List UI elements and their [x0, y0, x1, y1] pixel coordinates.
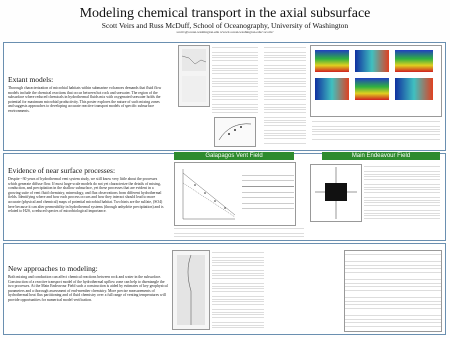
approaches-questions [344, 250, 442, 332]
poster-authors: Scott Veirs and Russ McDuff, School of Oceanography, University of Washington [101, 21, 349, 30]
extant-models-text: Thorough characterization of microbial habitats within submarine volcanoes demands that fluid flow models include the chemical reactions that occur between hot rock and seawater. The region of the subsurface where reduced chemicals in hydrothermal fluids mix with oxygenated seawater holds the potential for maximum microbial productivity. This poster explores the nature of such mixing zones and suggests approaches to developing accurate reactive transport models of specific subsurface environments. [8, 86, 162, 113]
galapagos-label: Galapagos Vent Field [174, 152, 294, 160]
model-figure-1 [178, 45, 210, 107]
endeavour-label: Main Endeavour Field [322, 152, 440, 160]
approaches-figure [172, 250, 210, 330]
model-color-caption [312, 119, 440, 141]
evidence-panel [3, 153, 446, 241]
model-column-text [264, 45, 306, 145]
evidence-heading: Evidence of near surface processes: [8, 166, 116, 175]
extant-models-heading: Extant models: [8, 75, 54, 84]
galapagos-equations [242, 170, 294, 210]
galapagos-caption [174, 226, 304, 238]
approaches-column-text [212, 250, 264, 328]
approaches-heading: New approaches to modeling: [8, 264, 98, 273]
endeavour-diagram [310, 164, 362, 222]
extant-models-panel [3, 42, 446, 151]
poster-title: Modeling chemical transport in the axial subsurface [79, 6, 371, 21]
model-color-panel [310, 45, 442, 117]
model-figure-1-caption [212, 45, 258, 115]
model-figure-2 [214, 117, 256, 147]
approaches-panel [3, 243, 446, 335]
endeavour-text [364, 164, 440, 220]
approaches-text: Both mixing and conduction can affect chemical reactions between rock and water in the subsurface. Construction of a reactive transport model of the hydrothermal upflow zone can help to disentangle the two processes. At the Main Endeavour Field such a construction is aided by estimates of key geophysical parameters and a thorough assessment of end-member chemistry. More precise measurements of hydrothermal heat flux partitioning and of fluid chemistry over a full range of venting temperatures will provide opportunities for numerical model verification. [8, 275, 168, 302]
poster-emails: scottv@ocean.washington.edu www2.ocean.washington.edu/~scottv/ [176, 30, 274, 34]
evidence-text: Despite ~30 years of hydrothermal vent system study, we still know very little about the processes which generate diffuse flow. If most large-scale models do not yet characterize the details of mixing, conduction, and precipitation in the shallow subsurface, yet these processes that are evident in a growing suite of vent fluid chemistry, mineralogy, and flux observations from different hydrothermal fields. Identifying where and how each process occurs and how they interact should lead to more accurate (physical and chemical) maps of potential microbial habitat. Two hints are the sulfate, (SO4) here because it can alter permeability in hydrothermal systems (through anhydrite precipitation) and is related to H2S, a reduced species of microbiological importance. [8, 177, 164, 214]
